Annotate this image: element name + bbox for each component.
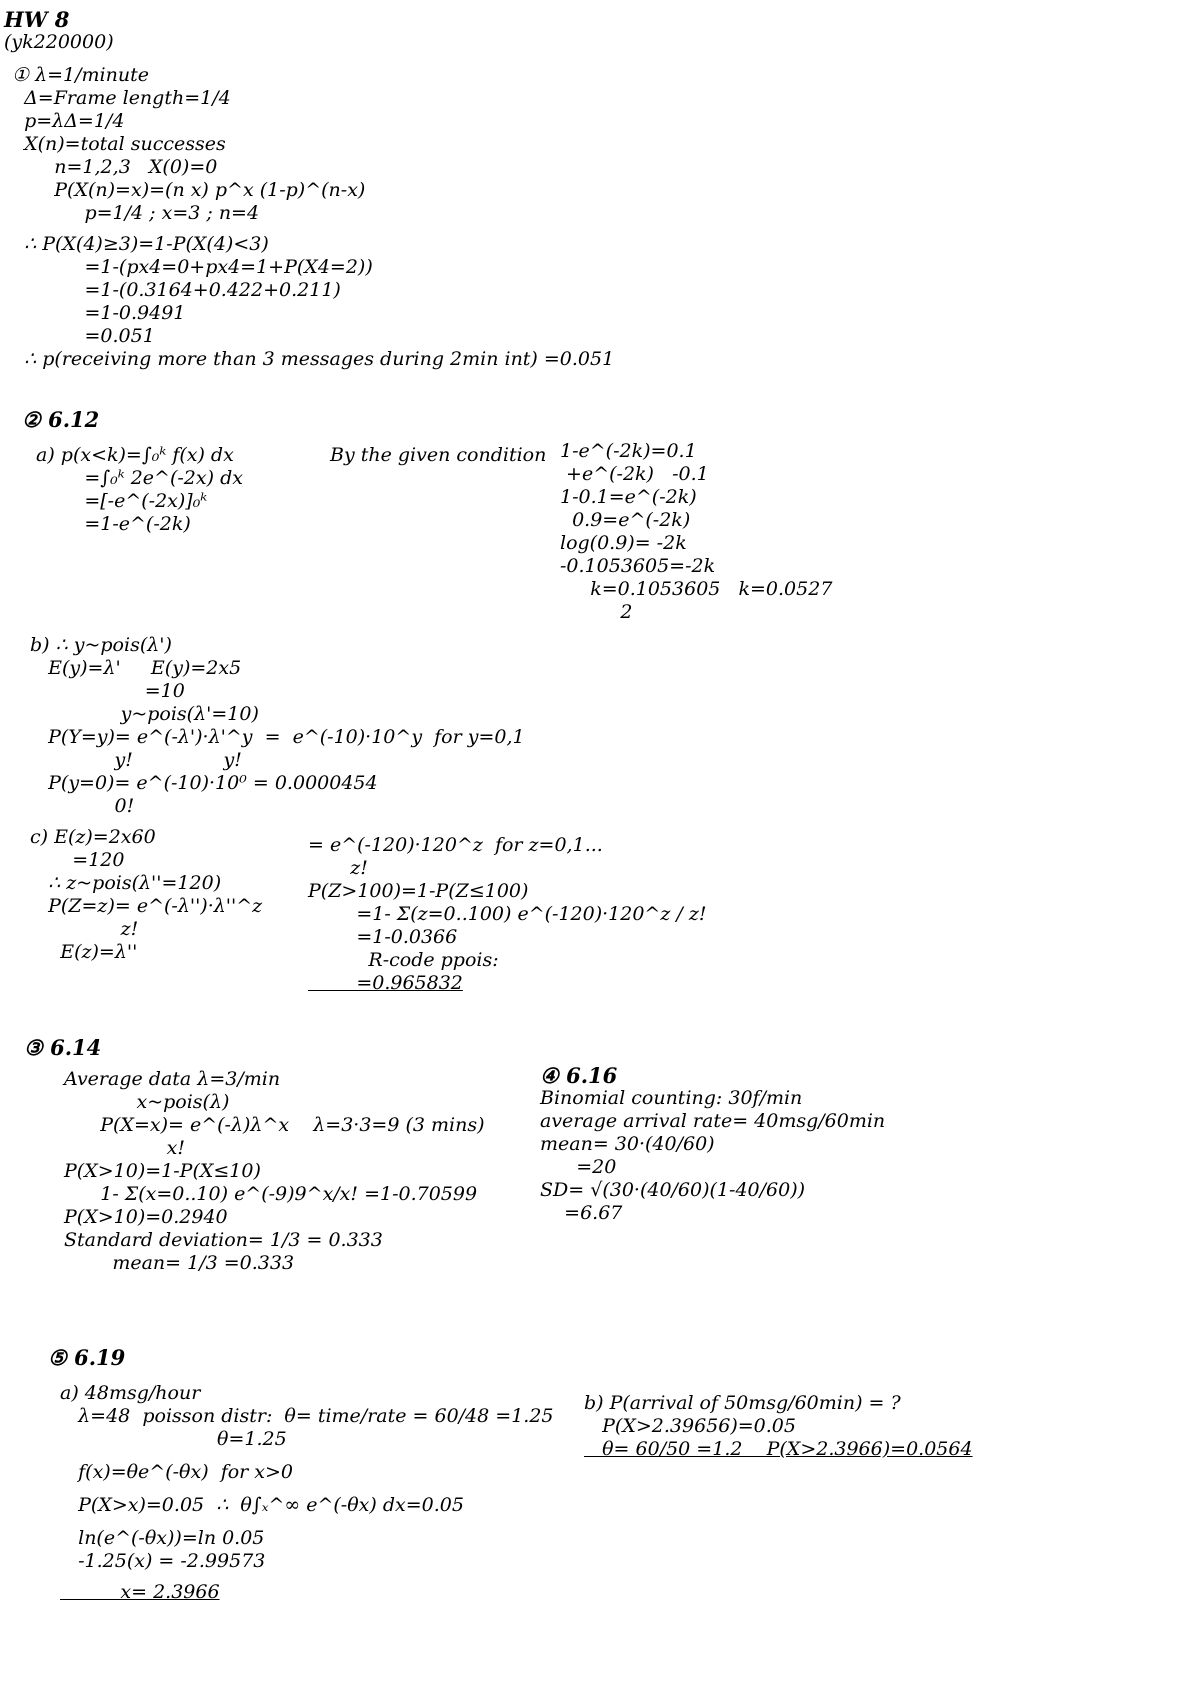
p2b-line: 0!	[30, 795, 135, 817]
p2a-solve-line: 1-0.1=e^(-2k)	[560, 486, 697, 508]
hw-title: HW 8	[4, 7, 70, 32]
header	[4, 8, 114, 54]
p2b-line: y! y!	[30, 749, 242, 771]
p2a-solve-line: log(0.9)= -2k	[560, 532, 687, 554]
p5b-line: P(X>2.39656)=0.05	[584, 1415, 796, 1437]
p5a-line: P(X>x)=0.05 ∴ θ∫ₓ^∞ e^(-θx) dx=0.05	[60, 1494, 464, 1516]
p3-line: Standard deviation= 1/3 = 0.333	[64, 1229, 383, 1251]
p4-line: Binomial counting: 30f/min	[540, 1087, 803, 1109]
p2a-line: =[-e^(-2x)]₀ᵏ	[36, 490, 208, 512]
p3-line: P(X=x)= e^(-λ)λ^x λ=3·3=9 (3 mins)	[64, 1114, 485, 1136]
p2c-solve-line: P(Z>100)=1-P(Z≤100)	[308, 880, 529, 902]
p2b-line: y~pois(λ'=10)	[30, 703, 259, 725]
p2-part-b	[30, 634, 525, 818]
p1-line: =1-0.9491	[12, 302, 186, 324]
problem-1	[12, 64, 614, 371]
p5-part-b	[584, 1392, 973, 1461]
problem-2-heading	[22, 408, 99, 431]
p2c-solve-line: R-code ppois:	[308, 949, 499, 971]
p3-line: Average data λ=3/min	[64, 1068, 281, 1090]
p5-part-a	[60, 1382, 554, 1604]
p2a-line: =∫₀ᵏ 2e^(-2x) dx	[36, 467, 243, 489]
p3-line: x!	[64, 1137, 186, 1159]
p2b-line: P(Y=y)= e^(-λ')·λ'^y = e^(-10)·10^y for y=0,1	[30, 726, 525, 748]
p2a-solve-line: -0.1053605=-2k	[560, 555, 716, 577]
p2c-solve-line: = e^(-120)·120^z for z=0,1...	[308, 834, 603, 856]
p2c-result: =0.965832	[308, 972, 463, 994]
p1-line: p=1/4 ; x=3 ; n=4	[12, 202, 260, 224]
p5a-line: λ=48 poisson distr: θ= time/rate = 60/48 =1.25	[60, 1405, 554, 1427]
p1-line: =1-(px4=0+px4=1+P(X4=2))	[12, 256, 373, 278]
p4-heading: ④ 6.16	[540, 1063, 618, 1088]
problem-5	[48, 1346, 125, 1369]
p3-body	[64, 1068, 485, 1275]
p2-part-a-condition	[330, 444, 546, 467]
problem-4	[540, 1064, 885, 1225]
p4-line: =6.67	[540, 1202, 623, 1224]
p2b-line: b) ∴ y~pois(λ')	[30, 634, 172, 656]
student-id: (yk220000)	[4, 31, 114, 53]
p4-line: average arrival rate= 40msg/60min	[540, 1110, 886, 1132]
p3-line: P(X>10)=0.2940	[64, 1206, 228, 1228]
p1-conclusion: ∴ p(receiving more than 3 messages during 2min int) =0.051	[12, 348, 615, 370]
p2c-line: =120	[30, 849, 125, 871]
p2c-line: P(Z=z)= e^(-λ'')·λ''^z	[30, 895, 263, 917]
p1-line: X(n)=total successes	[12, 133, 226, 155]
p2c-line: z!	[30, 918, 139, 940]
p2b-line: P(y=0)= e^(-10)·10⁰ = 0.0000454	[30, 772, 378, 794]
p2a-line: =1-e^(-2k)	[36, 513, 191, 535]
p2-part-a-left	[36, 444, 243, 536]
p2b-line: E(y)=λ' E(y)=2x5	[30, 657, 242, 679]
p4-line: mean= 30·(40/60)	[540, 1133, 715, 1155]
p2a-solve-line: 0.9=e^(-2k)	[560, 509, 691, 531]
p3-line: 1- Σ(x=0..10) e^(-9)9^x/x! =1-0.70599	[64, 1183, 478, 1205]
p2-heading: ② 6.12	[22, 407, 100, 432]
p5b-result: θ= 60/50 =1.2 P(X>2.3966)=0.0564	[584, 1438, 973, 1460]
p2-part-a-right	[560, 440, 832, 624]
p5a-line: a) 48msg/hour	[60, 1382, 201, 1404]
p2a-solve-line: 1-e^(-2k)=0.1	[560, 440, 697, 462]
p2c-solve-line: =1- Σ(z=0..100) e^(-120)·120^z / z!	[308, 903, 707, 925]
p5a-line: θ=1.25	[60, 1428, 287, 1450]
p5a-line: f(x)=θe^(-θx) for x>0	[60, 1461, 294, 1483]
p3-heading: ③ 6.14	[24, 1035, 102, 1060]
p2a-condition: By the given condition	[330, 444, 547, 466]
p3-line: x~pois(λ)	[64, 1091, 230, 1113]
p5a-line: ln(e^(-θx))=ln 0.05	[60, 1527, 265, 1549]
p2c-line: c) E(z)=2x60	[30, 826, 156, 848]
p5-heading: ⑤ 6.19	[48, 1345, 126, 1370]
p1-line: =0.051	[12, 325, 155, 347]
p3-line: P(X>10)=1-P(X≤10)	[64, 1160, 261, 1182]
p1-line: ① λ=1/minute	[12, 64, 149, 86]
p5b-line: b) P(arrival of 50msg/60min) = ?	[584, 1392, 901, 1414]
p4-line: =20	[540, 1156, 617, 1178]
p2a-line: a) p(x<k)=∫₀ᵏ f(x) dx	[36, 444, 234, 466]
p2a-solve-line: +e^(-2k) -0.1	[560, 463, 709, 485]
p1-line: ∴ P(X(4)≥3)=1-P(X(4)<3)	[12, 233, 269, 255]
p3-line: mean= 1/3 =0.333	[64, 1252, 295, 1274]
p1-line: P(X(n)=x)=(n x) p^x (1-p)^(n-x)	[12, 179, 366, 201]
p2c-line: E(z)=λ''	[30, 941, 138, 963]
p2c-solve-line: =1-0.0366	[308, 926, 458, 948]
p1-line: =1-(0.3164+0.422+0.211)	[12, 279, 341, 301]
problem-3	[24, 1036, 101, 1059]
p5a-result: x= 2.3966	[60, 1581, 220, 1603]
p2a-solve-line: k=0.1053605 k=0.0527	[560, 578, 833, 600]
p4-line: SD= √(30·(40/60)(1-40/60))	[540, 1179, 806, 1201]
p2c-solve-line: z!	[308, 857, 368, 879]
p2-part-c-right	[308, 834, 706, 995]
p1-line: n=1,2,3 X(0)=0	[12, 156, 218, 178]
p1-line: Δ=Frame length=1/4	[12, 87, 231, 109]
p2-part-c-left	[30, 826, 262, 964]
p1-line: p=λΔ=1/4	[12, 110, 125, 132]
p2b-line: =10	[30, 680, 185, 702]
p2c-line: ∴ z~pois(λ''=120)	[30, 872, 222, 894]
p2a-solve-line: 2	[560, 601, 633, 623]
p5a-line: -1.25(x) = -2.99573	[60, 1550, 266, 1572]
